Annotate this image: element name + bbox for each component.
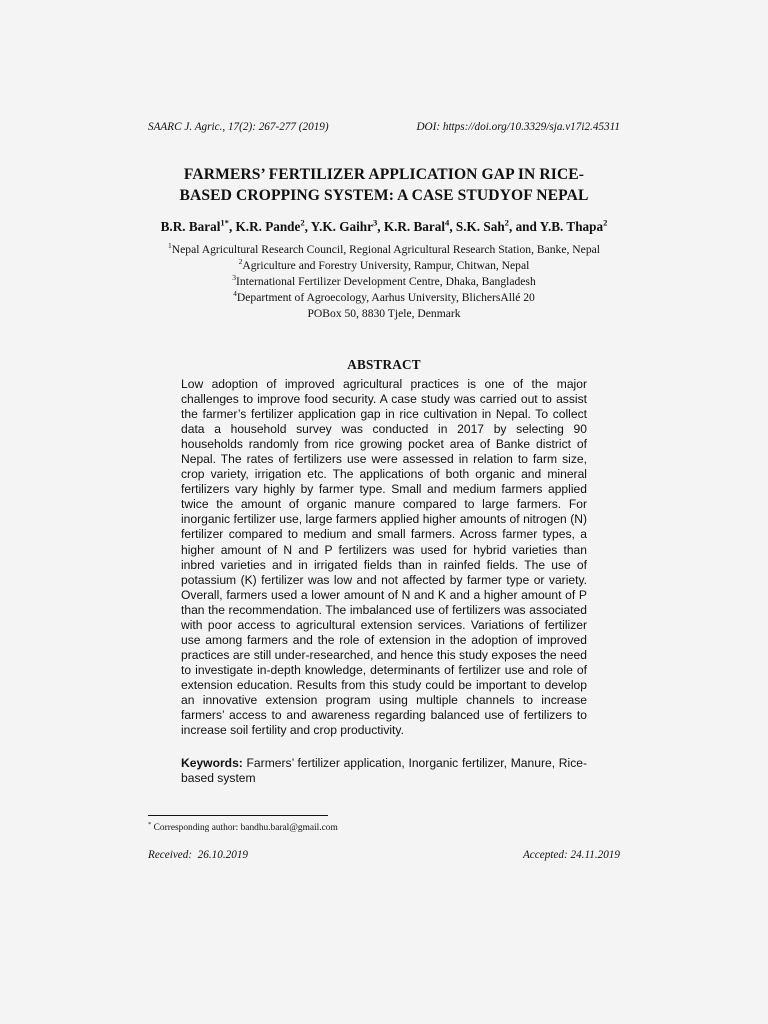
author-name: Y.K. Gaihr xyxy=(310,219,373,234)
author-name: K.R. Pande xyxy=(235,219,301,234)
title-line-2: BASED CROPPING SYSTEM: A CASE STUDYOF NEPAL xyxy=(179,187,589,204)
accepted-date: Accepted: 24.11.2019 xyxy=(522,849,620,861)
doi-link[interactable]: DOI: https://doi.org/10.3329/sja.v17i2.45311 xyxy=(416,121,620,133)
author-name: Y.B. Thapa xyxy=(539,219,604,234)
author-separator: , xyxy=(377,219,384,234)
abstract-body xyxy=(181,377,587,738)
author-separator: , xyxy=(228,219,236,234)
keywords-label: Keywords: xyxy=(181,756,243,770)
footnote-divider xyxy=(148,815,328,816)
corresponding-author-footnote xyxy=(148,820,338,833)
author-affiliation-mark: 2 xyxy=(504,217,509,228)
author-separator: , xyxy=(449,219,456,234)
author-affiliation-mark: 2 xyxy=(300,217,305,228)
author-separator: , xyxy=(304,219,311,234)
author-name: K.R. Baral xyxy=(383,219,446,234)
keywords-text: Farmers’ fertilizer application, Inorganic fertilizer, Manure, Rice-based system xyxy=(181,756,587,786)
affiliation-number: 2 xyxy=(238,257,243,267)
author-name: B.R. Baral xyxy=(160,219,221,234)
affiliation-address: POBox 50, 8830 Tjele, Denmark xyxy=(307,307,461,320)
affiliation-item xyxy=(140,242,628,258)
affiliation-text: International Fertilizer Development Centre, Dhaka, Bangladesh xyxy=(236,275,536,288)
affiliation-text: Nepal Agricultural Research Council, Regional Agricultural Research Station, Banke, Nepal xyxy=(171,243,600,256)
abstract-text: Low adoption of improved agricultural practices is one of the major challenges to improve food security. A case study was carried out to assist the farmer’s fertilizer application gap in rice cultivation in Nepal. To collect data a household survey was conducted in 2017 by selecting 90 households randomly from rice growing pocket area of Banke district of Nepal. The rates of fertilizers use were assessed in relation to farm size, crop variety, irrigation etc. The applications of both organic and mineral fertilizers vary highly by farmer type. Small and medium farmers applied twice the amount of organic manure compared to large farmers. For inorganic fertilizer use, large farmers applied higher amounts of nitrogen (N) fertilizer compared to medium and small farmers. Across farmer types, a higher amount of N and P fertilizers was used for hybrid varieties than inbred varieties and in irrigated fields than in rainfed fields. The use of potassium (K) fertilizer was low and not affected by farmer type or variety. Overall, farmers used a lower amount of N and K and a higher amount of P than the recommendation. The imbalanced use of fertilizers was associated with poor access to agricultural extension services. Variations of fertilizer use among farmers and the role of extension in the adoption of improved practices are still under-researched, and hence this study exposes the need to investigate in-depth knowledge, determinants of fertilizer use and role of extension education. Results from this study could be important to develop an innovative extension program using multiple channels to increase farmers’ access to and awareness regarding balanced use of fertilizers to increase soil fertility and crop productivity. xyxy=(181,377,587,738)
title-line-1: FARMERS’ FERTILIZER APPLICATION GAP IN RICE- xyxy=(183,166,585,183)
received-date: Received: 26.10.2019 xyxy=(148,849,249,861)
keywords xyxy=(181,756,587,786)
abstract-heading: ABSTRACT xyxy=(347,357,421,372)
affiliation-number: 3 xyxy=(232,273,237,283)
affiliation-text: Agriculture and Forestry University, Rampur, Chitwan, Nepal xyxy=(242,259,530,272)
affiliation-number: 4 xyxy=(233,289,237,299)
author-name: S.K. Sah xyxy=(455,219,505,234)
author-affiliation-mark: 4 xyxy=(445,217,450,228)
affiliation-item xyxy=(140,258,628,274)
journal-citation: SAARC J. Agric., 17(2): 267-277 (2019) xyxy=(148,121,329,133)
author-separator: , and xyxy=(508,219,540,234)
affiliation-item xyxy=(140,274,628,290)
author-affiliation-mark: 1* xyxy=(220,217,229,228)
author-affiliation-mark: 3 xyxy=(372,217,378,228)
affiliation-text: Department of Agroecology, Aarhus University, BlichersAllé 20 xyxy=(236,291,535,304)
author-affiliation-mark: 2 xyxy=(603,217,608,228)
paper-title xyxy=(148,164,620,206)
affiliation-item xyxy=(140,290,628,306)
footnote-text: Corresponding author: bandhu.baral@gmail.com xyxy=(151,823,338,833)
affiliation-number: 1 xyxy=(168,241,172,251)
footnote-mark: * xyxy=(148,820,152,828)
author-list xyxy=(148,219,620,235)
affiliations xyxy=(140,242,628,322)
